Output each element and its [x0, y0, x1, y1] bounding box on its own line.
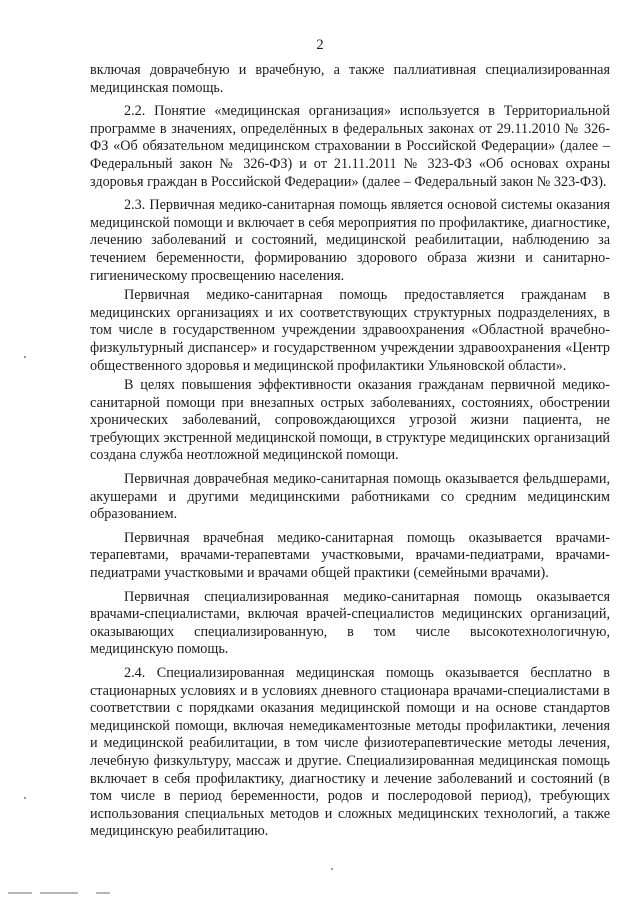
paragraph-pre-doctor-care: Первичная доврачебная медико-санитарная помощь оказывается фельдшерами, акушерами и другими медицинскими работниками со средним медицинским образованием. — [90, 471, 610, 523]
paragraph-primary-care-providers: Первичная медико-санитарная помощь предоставляется гражданам в медицинских организациях и их соответствующих структурных подразделениях, в том числе в государственном учреждении здравоохранения «Областной врачебно-физкультурный диспансер» и государственном учреждении здравоохранения «Центр общественного здоровья и медицинской профилактики Ульяновской области». — [90, 287, 610, 374]
scan-bottom-edge — [0, 884, 640, 905]
paragraph-2-3: 2.3. Первичная медико-санитарная помощь является основой системы оказания медицинской помощи и включает в себя мероприятия по профилактике, диагностике, лечению заболеваний и состояний, медицинской реабилитации, наблюдению за течением беременности, формированию здорового образа жизни и санитарно-гигиеническому просвещению населения. — [90, 197, 610, 284]
paragraph-continuation: включая доврачебную и врачебную, а также паллиативная специализированная медицинская помощь. — [90, 62, 610, 96]
paragraph-2-4: 2.4. Специализированная медицинская помощь оказывается бесплатно в стационарных условиях и в условиях дневного стационара врачами-специалистами в соответствии с порядками оказания медицинской помощи и на основе стандартов медицинской помощи, включая немедикаментозные методы профилактики, лечения и медицинской реабилитации, в том числе физиотерапевтические методы лечения, лечебную физкультуру, массаж и другие. Специализированная медицинская помощь включает в себя профилактику, диагностику и лечение заболеваний и состояний (в том числе в период беременности, родов и послеродовой период), требующих использования специальных методов и сложных медицинских технологий, а также медицинскую реабилитацию. — [90, 665, 610, 840]
page-number: 2 — [316, 37, 324, 53]
paragraph-emergency-service: В целях повышения эффективности оказания гражданам первичной медико-санитарной помощи при внезапных острых заболеваниях, состояниях, обострении хронических заболеваний, сопровождающихся угрозой жизни пациента, не требующих экстренной медицинской помощи, в структуре медицинских организаций создана служба неотложной медицинской помощи. — [90, 377, 610, 464]
scan-speck — [331, 868, 333, 870]
paragraph-specialized-primary-care: Первичная специализированная медико-санитарная помощь оказывается врачами-специалистами, включая врачей-специалистов медицинских организаций, оказывающих специализированную, в том числе высокотехнологичную, медицинскую помощь. — [90, 588, 610, 658]
scan-speck — [24, 797, 26, 799]
paragraph-doctor-care: Первичная врачебная медико-санитарная помощь оказывается врачами-терапевтами, врачами-терапевтами участковыми, врачами-педиатрами, врачами-педиатрами участковыми и врачами общей практики (семейными врачами). — [90, 529, 610, 582]
paragraph-2-2: 2.2. Понятие «медицинская организация» используется в Территориальной программе в значениях, определённых в федеральных законах от 29.11.2010 № 326-ФЗ «Об обязательном медицинском страховании в Российской Федерации» (далее – Федеральный закон № 326-ФЗ) и от 21.11.2011 № 323-ФЗ «Об основах охраны здоровья граждан в Российской Федерации» (далее – Федеральный закон № 323-ФЗ). — [90, 103, 610, 190]
document-body — [90, 62, 610, 847]
scan-speck — [24, 356, 26, 358]
